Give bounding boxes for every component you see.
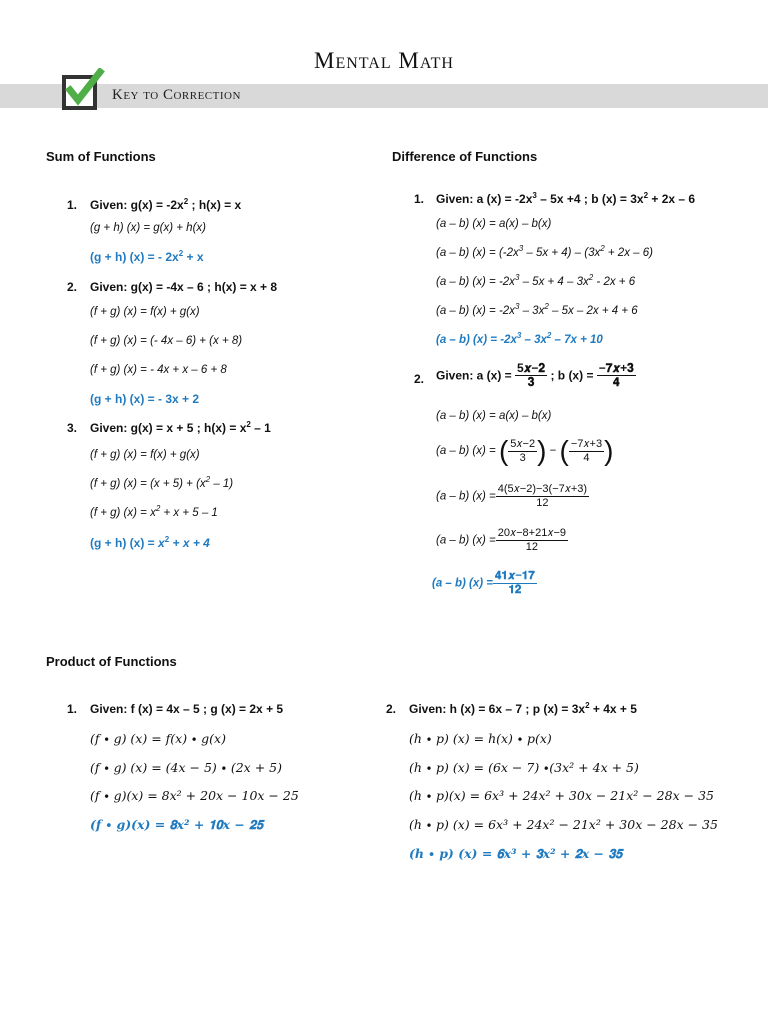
step-line: (ℎ ∙ 𝑝) (𝑥) = ℎ(𝑥) ∙ 𝑝(𝑥) (409, 731, 552, 746)
step-line: (ℎ ∙ 𝑝)(𝑥) = 6𝑥³ + 24𝑥² + 30𝑥 − 21𝑥² − 28𝑥 − 35 (409, 788, 714, 803)
step-line: (a – b) (x) = ( $\frac{\text{5𝑥−2}}{3}$ ) − ( $\frac{\text{−7𝑥+3}}{4}$ ) (436, 435, 614, 466)
step-line: (a – b) $(x) = (-2x^3 - 5x + 4) - (3x^2 + 2x - 6)$ (436, 244, 653, 259)
answer-line: (𝒇 ∙ 𝒈)(𝒙) = 𝟖𝒙² + 𝟏𝟎𝒙 − 𝟐𝟓 (90, 817, 264, 832)
page-subtitle: Key to Correction (112, 87, 241, 103)
answer-line: (g + h) (x) = - 3x + 2 (90, 392, 200, 406)
answer-line: (g + h) (x) = - $2x^2 + x$ (90, 249, 204, 264)
checkmark-box-icon (64, 76, 96, 108)
step-line: (a – b) $(x) = -2x^3 - 3x^2 - 5x - 2x + 4 + 6$ (436, 302, 638, 317)
step-line: (𝑓 ∙ 𝑔) (𝑥) = 𝑓(𝑥) ∙ 𝑔(𝑥) (90, 731, 226, 746)
step-line: (f + g) (x) = f(x) + g(x) (90, 449, 200, 461)
given-line: Given: h (x) = 6x – 7 ; p $(x) = 3x^2 + 4x + 5$ (409, 701, 637, 716)
step-line: (ℎ ∙ 𝑝) (𝑥) = 6𝑥³ + 24𝑥² − 21𝑥² + 30𝑥 − 28𝑥 − 35 (409, 817, 718, 832)
problem-number: 1. (414, 192, 425, 206)
step-line: (a – b) (x) = a(x) – b(x) (436, 410, 552, 422)
given-line: Given: a $(x) = -2x^3 - 5x +4$ ; b $(x) = 3x^2 + 2x - 6$ (436, 191, 696, 206)
section-heading-sum: Sum of Functions (46, 149, 156, 164)
section-heading-product: Product of Functions (46, 654, 177, 669)
step-line: (a – b) $(x) = -2x^3 - 5x + 4 - 3x^2 - 2x + 6$ (436, 273, 636, 288)
page-title: Mental Math (314, 48, 454, 73)
step-line: (f + g) (x) = f(x) + g(x) (90, 306, 200, 318)
step-line: (ℎ ∙ 𝑝) (𝑥) = (6𝑥 − 7) ∙(3𝑥² + 4𝑥 + 5) (409, 760, 639, 775)
given-line: Given: g(x) = -4x – 6 ; h(x) = x + 8 (90, 280, 278, 294)
given-line: Given: f (x) = 4x – 5 ; g (x) = 2x + 5 (90, 702, 284, 716)
step-line: (a – b) (x) = a(x) – b(x) (436, 218, 552, 230)
step-line: (g + h) (x) = g(x) + h(x) (90, 222, 206, 234)
problem-number: 2. (386, 702, 397, 716)
problem-number: 2. (67, 280, 78, 294)
problem-number: 1. (67, 702, 78, 716)
step-line: (f + g) $(x) = (x + 5) + (x^2 - 1)$ (90, 475, 234, 490)
given-line: Given: a (x) = $\frac{\text{5𝒙−𝟐}}{𝟑}$ ; b (x) = $\frac{\text{−𝟕𝒙+𝟑}}{𝟒}$ (436, 361, 634, 389)
given-line: Given: $g(x) = -2x^2$ ; h(x) = x (90, 197, 242, 212)
answer-line: (𝒉 ∙ 𝒑) (𝒙) = 𝟔𝒙³ + 𝟑𝒙² + 𝟐𝒙 − 𝟑𝟓 (409, 846, 623, 861)
problem-number: 3. (67, 421, 78, 435)
answer-line: (a – b) $(x) = -2x^3 - 3x^2 - 7x + 10$ (436, 331, 603, 346)
step-line: (𝑓 ∙ 𝑔) (𝑥) = (4𝑥 − 5) ∙ (2𝑥 + 5) (90, 760, 282, 775)
step-line: (f + g) (x) = - 4x + x – 6 + 8 (90, 364, 227, 376)
answer-line: (a – b) (x) = $\frac{\text{𝟒𝟏𝒙−𝟏𝟕}}{𝟏𝟐}$ (432, 570, 535, 596)
step-line: (f + g) (x) = (- 4x – 6) + (x + 8) (90, 335, 243, 347)
step-line: (a – b) (x) = $\frac{\text{20𝑥−8+21𝑥−9}}{12}$ (436, 527, 566, 553)
step-line: (𝑓 ∙ 𝑔)(𝑥) = 8𝑥² + 20𝑥 − 10𝑥 − 25 (90, 788, 299, 803)
section-heading-difference: Difference of Functions (392, 149, 538, 164)
problem-number: 1. (67, 198, 78, 212)
step-line: (a – b) (x) = $\frac{\text{4(5𝑥−2)−3(−7𝑥+3)}}{12}$ (436, 483, 588, 509)
given-line: Given: g(x) = x + 5 ; $h(x) = x^2 - 1$ (90, 420, 271, 435)
step-line: (f + g) $(x) = x^2 + x + 5 - 1$ (90, 504, 218, 519)
problem-number: 2. (414, 372, 425, 386)
answer-line: (g + h) $(x) = x^2 + x + 4$ (90, 535, 210, 550)
